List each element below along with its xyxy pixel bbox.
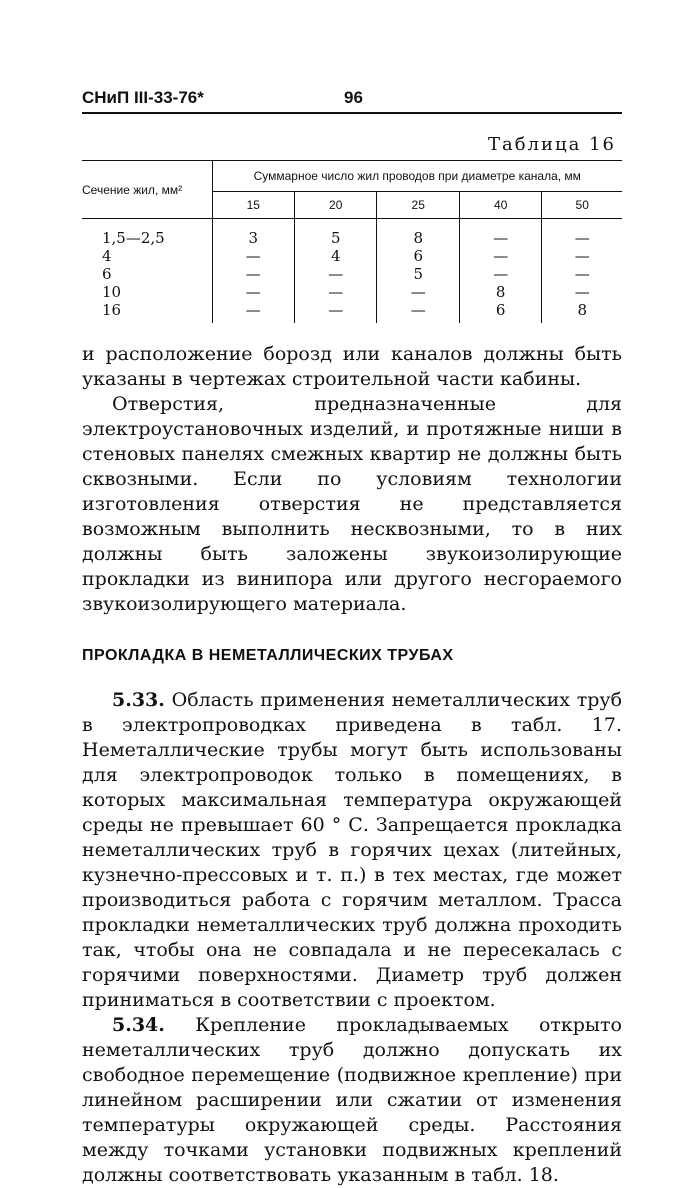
column-header-section: Сечение жил, мм² [82, 161, 212, 219]
table-row [82, 283, 622, 301]
table-row [82, 219, 622, 248]
table-row [82, 265, 622, 283]
table-cell: — [212, 247, 294, 265]
section-heading: ПРОКЛАДКА В НЕМЕТАЛЛИЧЕСКИХ ТРУБАХ [82, 647, 454, 664]
column-header-diameter: 25 [377, 192, 459, 219]
table-cell-section: 6 [82, 265, 212, 283]
table-cell: — [574, 247, 590, 265]
column-header-diameter: 15 [212, 192, 294, 219]
column-header-diameter: 50 [575, 198, 589, 212]
table-cell: 8 [459, 283, 541, 301]
table-cell: 6 [459, 301, 541, 323]
clause-text: Крепление прокладываемых открыто неметаллических труб должно допускать их свободное перемещение (подвижное крепление) при линейном расширении или сжатии от изменения температуры окружающей среды. Расстояния между точками установки подвижных креплений должны соответствовать указанным в табл. 18. [82, 1014, 623, 1186]
table-cell: — [212, 301, 294, 323]
table-cell: — [459, 219, 541, 248]
table-cell-section: 4 [82, 247, 212, 265]
clause-text: Область применения неметаллических труб в электропроводках приведена в табл. 17. Неметаллические трубы могут быть использованы для электропроводок только в помещениях, в которых максимальная температура окружающей среды не превышает 60 ° С. Запрещается прокладка неметаллических труб в горячих цехах (литейных, кузнечно-прессовых и т. п.) в тех местах, где может производиться работа с горячим металлом. Трасса прокладки неметаллических труб должна проходить так, чтобы она не совпадала и не пересекалась с горячими поверхностями. Диаметр труб должен приниматься в соответствии с проектом. [82, 689, 623, 1011]
table-title: Таблица 16 [488, 134, 616, 155]
table-cell: — [377, 301, 459, 323]
table-cell: — [459, 247, 541, 265]
table-cell: — [574, 283, 590, 301]
table-cell: — [459, 265, 541, 283]
clause-5-33 [82, 688, 622, 1013]
page-number: 96 [344, 88, 363, 107]
table-cell: — [377, 283, 459, 301]
table-cell: — [294, 301, 376, 323]
column-header-diameter: 20 [294, 192, 376, 219]
wire-count-table [82, 160, 622, 323]
table-cell: — [212, 283, 294, 301]
table-cell: 6 [377, 247, 459, 265]
table-cell: — [294, 265, 376, 283]
table-cell: — [574, 265, 590, 283]
table-cell: — [574, 229, 590, 247]
table-cell-section: 1,5—2,5 [82, 219, 212, 248]
body-text [82, 342, 622, 1188]
header-divider [82, 112, 622, 114]
clause-number: 5.33. [112, 689, 165, 711]
clause-5-34 [82, 1013, 622, 1188]
table-row [82, 247, 622, 265]
column-header-diameter: 40 [459, 192, 541, 219]
table-cell-section: 10 [82, 283, 212, 301]
table-cell: 3 [212, 219, 294, 248]
document-code: СНиП III-33-76* [82, 88, 204, 107]
table-cell: — [294, 283, 376, 301]
table-cell: — [212, 265, 294, 283]
table-row [82, 301, 622, 323]
column-group-header: Суммарное число жил проводов при диаметре канала, мм [212, 161, 622, 192]
table-cell: 8 [377, 219, 459, 248]
clause-number: 5.34. [112, 1014, 165, 1036]
table-cell: 5 [377, 265, 459, 283]
table-cell: 5 [294, 219, 376, 248]
table-cell-section: 16 [82, 301, 212, 323]
paragraph: и расположение борозд или каналов должны быть указаны в чертежах строительной части кабины. [82, 343, 622, 390]
table-cell: 4 [294, 247, 376, 265]
paragraph: Отверстия, предназначенные для электроустановочных изделий, и протяжные ниши в стеновых панелях смежных квартир не должны быть сквозными. Если по условиям технологии изготовления отверстия не представляется возможным выполнить несквозными, то в них должны быть заложены звукоизолирующие прокладки из винипора или другого несгораемого звукоизолирующего материала. [82, 393, 622, 615]
table-cell: 8 [577, 301, 587, 319]
